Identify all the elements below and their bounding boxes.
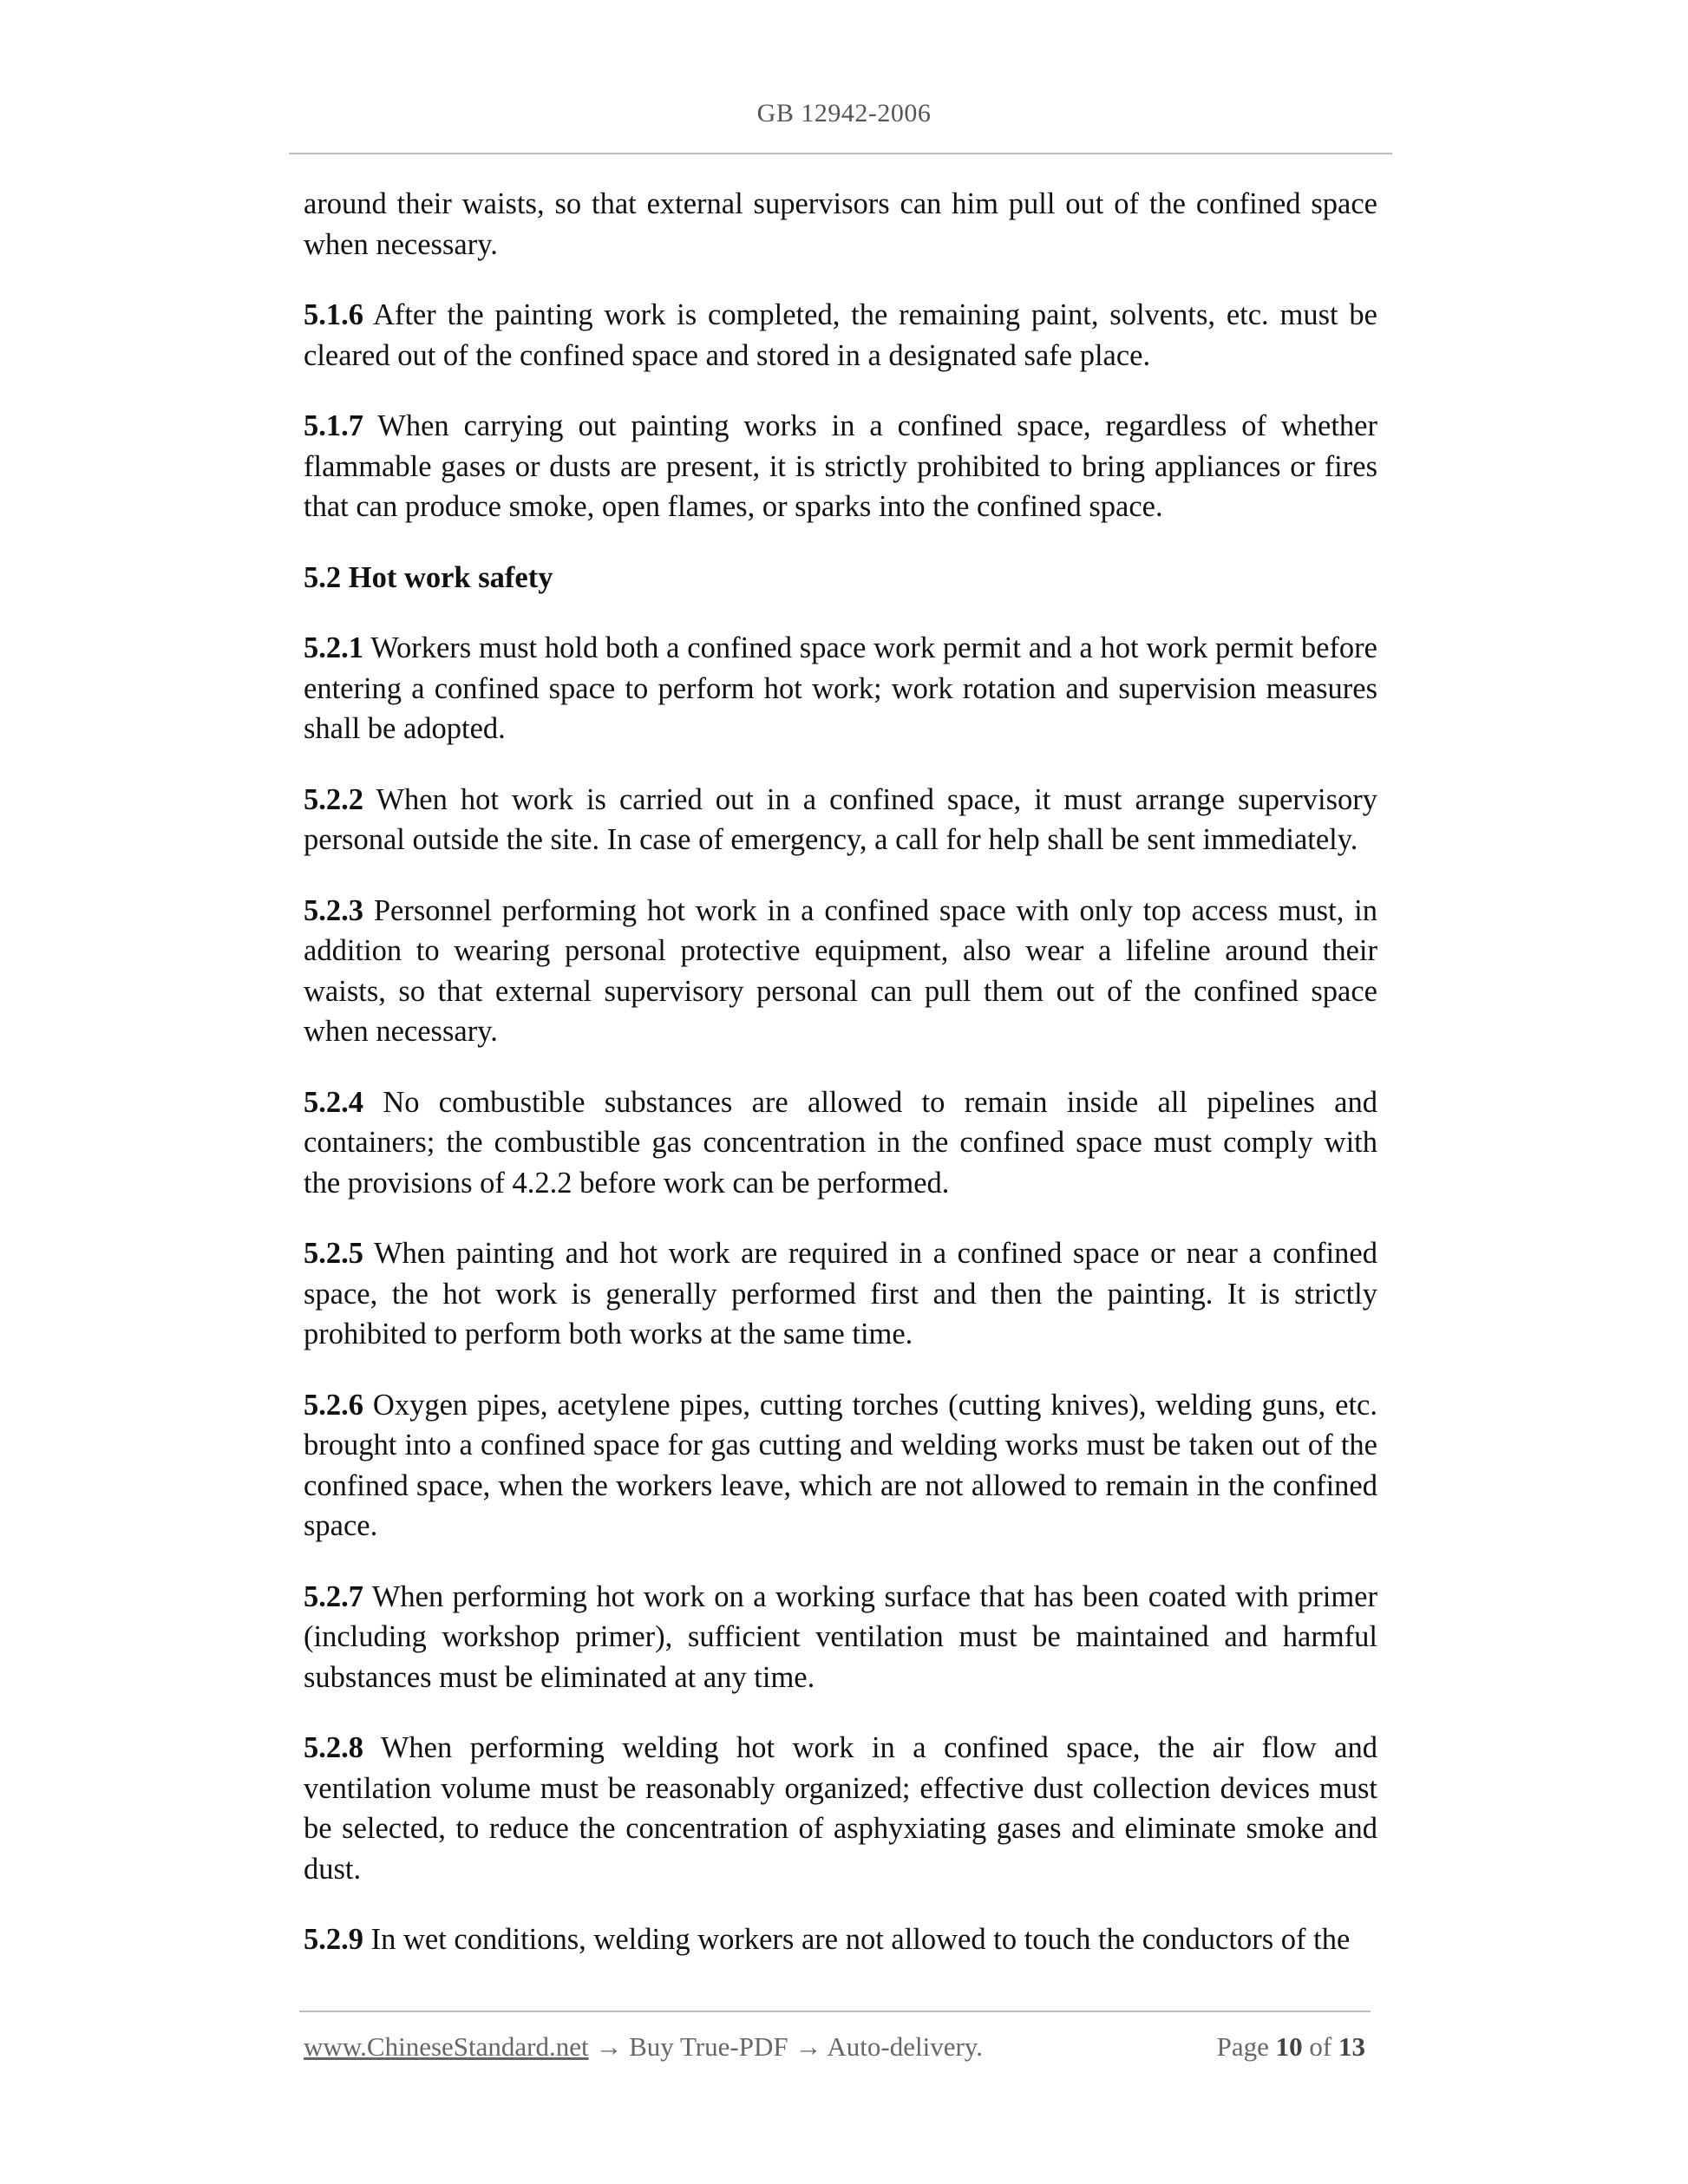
clause-number: 5.2.6 [304, 1388, 363, 1422]
header-divider [289, 153, 1392, 154]
footer-divider [299, 2011, 1371, 2012]
clause-number: 5.2.1 [304, 631, 363, 664]
paragraph-text: Oxygen pipes, acetylene pipes, cutting torches (cutting knives), welding guns, etc. brought into a confined space for gas cutting and welding works must be taken out of the confined space, when the workers leave, which are not allowed to remain in the confined space. [304, 1388, 1377, 1542]
page-current: 10 [1275, 2031, 1303, 2062]
paragraph-5-1-7 [304, 406, 1377, 527]
paragraph-5-2-1 [304, 628, 1377, 749]
paragraph-5-2-7 [304, 1577, 1377, 1698]
paragraph-5-2-3 [304, 891, 1377, 1052]
page-label: Page [1216, 2031, 1269, 2062]
paragraph-text: After the painting work is completed, the remaining paint, solvents, etc. must be cleared out of the confined space and stored in a designated safe place. [304, 298, 1377, 372]
paragraph-continuation [304, 184, 1377, 265]
paragraph-text: Personnel performing hot work in a confined space with only top access must, in addition to wearing personal protective equipment, also wear a lifeline around their waists, so that external supervisory personal can pull them out of the confined space when necessary. [304, 893, 1377, 1048]
paragraph-5-2-9 [304, 1919, 1377, 1960]
page-number [1217, 2031, 1365, 2063]
buy-pdf-text: Buy True-PDF [629, 2031, 788, 2062]
section-heading: 5.2 Hot work safety [304, 560, 553, 594]
paragraph-text: When carrying out painting works in a confined space, regardless of whether flammable gases or dusts are present, it is strictly prohibited to bring appliances or fires that can produce smoke, open flames, or sparks into the confined space. [304, 409, 1377, 523]
paragraph-5-2-6 [304, 1385, 1377, 1546]
clause-number: 5.2.5 [304, 1237, 363, 1270]
arrow-right-icon: → [795, 2031, 822, 2062]
clause-number: 5.2.3 [304, 893, 363, 927]
paragraph-5-1-6 [304, 295, 1377, 376]
clause-number: 5.1.7 [304, 409, 363, 442]
paragraph-text: When performing hot work on a working surface that has been coated with primer (including workshop primer), sufficient ventilation must be maintained and harmful substances must be eliminated at any time. [304, 1579, 1377, 1694]
paragraph-text: Workers must hold both a confined space work permit and a hot work permit before entering a confined space to perform hot work; work rotation and supervision measures shall be adopted. [304, 631, 1377, 745]
footer-promo [304, 2031, 983, 2063]
clause-number: 5.2.2 [304, 782, 363, 816]
page-total: 13 [1338, 2031, 1365, 2062]
paragraph-text: When hot work is carried out in a confined space, it must arrange supervisory personal outside the site. In case of emergency, a call for help shall be sent immediately. [304, 782, 1377, 856]
auto-delivery-text: Auto-delivery. [827, 2031, 984, 2062]
website-link[interactable]: www.ChineseStandard.net [304, 2031, 589, 2062]
arrow-right-icon: → [595, 2031, 623, 2062]
paragraph-text: When painting and hot work are required in a confined space or near a confined space, the hot work is generally performed first and then the painting. It is strictly prohibited to perform both works at the same time. [304, 1237, 1377, 1350]
clause-number: 5.2.9 [304, 1923, 363, 1956]
clause-number: 5.1.6 [304, 298, 363, 331]
paragraph-text: When performing welding hot work in a confined space, the air flow and ventilation volume must be reasonably organized; effective dust collection devices must be selected, to reduce the concentration of asphyxiating gases and eliminate smoke and dust. [304, 1731, 1377, 1886]
clause-number: 5.2.8 [304, 1731, 363, 1764]
page-content [304, 184, 1377, 1991]
paragraph-5-2-8 [304, 1728, 1377, 1889]
paragraph-5-2-4 [304, 1082, 1377, 1204]
paragraph-text: No combustible substances are allowed to remain inside all pipelines and containers; the combustible gas concentration in the confined space must comply with the provisions of 4.2.2 before work can be performed. [304, 1085, 1377, 1200]
paragraph-text: around their waists, so that external supervisors can him pull out of the confined space when necessary. [304, 187, 1377, 261]
page-of-label: of [1309, 2031, 1332, 2062]
paragraph-5-2-2 [304, 780, 1377, 860]
page-header-title: GB 12942-2006 [756, 99, 932, 128]
clause-number: 5.2.4 [304, 1085, 363, 1119]
clause-number: 5.2.7 [304, 1579, 363, 1613]
paragraph-text: In wet conditions, welding workers are not allowed to touch the conductors of the [370, 1923, 1351, 1956]
paragraph-5-2-5 [304, 1233, 1377, 1355]
